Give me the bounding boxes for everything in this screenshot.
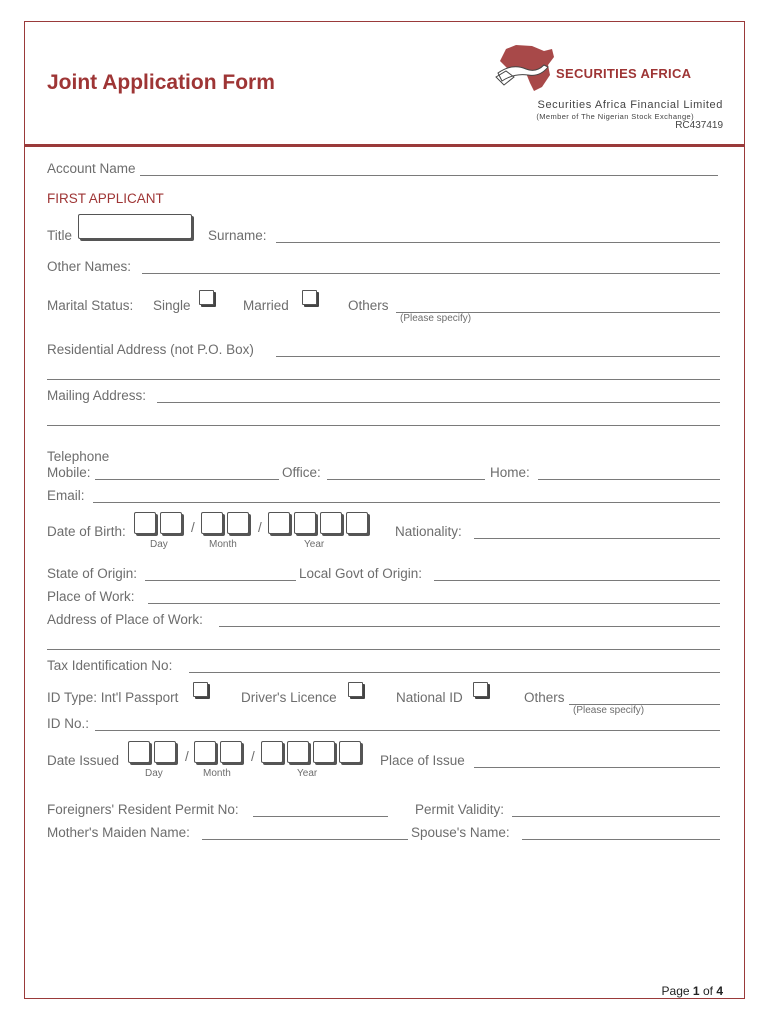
single-checkbox[interactable] [199, 290, 214, 305]
national-id-checkbox[interactable] [473, 682, 488, 697]
dob-slash-1: / [191, 520, 195, 535]
nationality-field[interactable] [474, 538, 720, 539]
issued-year-digit-4[interactable] [339, 741, 361, 763]
office-label: Office: [282, 465, 321, 480]
drivers-licence-label: Driver's Licence [241, 690, 337, 705]
office-field[interactable] [327, 479, 485, 480]
rc-number: RC437419 [675, 120, 723, 131]
residential-address-field-2[interactable] [47, 379, 720, 380]
issued-day-digit-1[interactable] [128, 741, 150, 763]
dob-year-digit-1[interactable] [268, 512, 290, 534]
dob-year-digit-3[interactable] [320, 512, 342, 534]
home-label: Home: [490, 465, 530, 480]
company-subtitle: (Member of The Nigerian Stock Exchange) [536, 112, 694, 121]
page-total: 4 [716, 984, 723, 998]
marital-please-specify: (Please specify) [400, 313, 472, 324]
id-type-label: ID Type: Int'l Passport [47, 690, 179, 705]
issued-month-caption: Month [203, 768, 231, 779]
local-govt-field[interactable] [434, 580, 720, 581]
other-names-label: Other Names: [47, 259, 132, 274]
state-of-origin-label: State of Origin: [47, 566, 138, 581]
dob-month-digit-2[interactable] [227, 512, 249, 534]
title-field[interactable] [78, 214, 192, 239]
issued-year-caption: Year [297, 768, 318, 779]
issued-month-digit-2[interactable] [220, 741, 242, 763]
place-of-work-label: Place of Work: [47, 589, 135, 604]
other-names-field[interactable] [142, 273, 720, 274]
logo-text: SECURITIES AFRICA [556, 66, 692, 81]
dob-day-digit-2[interactable] [160, 512, 182, 534]
surname-label: Surname: [208, 228, 267, 243]
id-please-specify: (Please specify) [573, 705, 645, 716]
place-of-issue-label: Place of Issue [380, 753, 465, 768]
id-no-field[interactable] [95, 730, 720, 731]
header-divider [24, 144, 745, 147]
national-id-label: National ID [396, 690, 463, 705]
maiden-name-label: Mother's Maiden Name: [47, 825, 190, 840]
account-name-field[interactable] [140, 175, 718, 176]
id-no-label: ID No.: [47, 716, 90, 731]
residential-address-label: Residential Address (not P.O. Box) [47, 342, 254, 357]
dob-day-digit-1[interactable] [134, 512, 156, 534]
dob-year-digit-4[interactable] [346, 512, 368, 534]
spouse-name-field[interactable] [522, 839, 720, 840]
married-checkbox[interactable] [302, 290, 317, 305]
nationality-label: Nationality: [395, 524, 462, 539]
title-label: Title [47, 228, 73, 243]
tax-id-field[interactable] [189, 672, 720, 673]
issued-slash-2: / [251, 749, 255, 764]
issued-day-digit-2[interactable] [154, 741, 176, 763]
dob-slash-2: / [258, 520, 262, 535]
work-address-field[interactable] [219, 626, 720, 627]
marital-status-label: Marital Status: [47, 298, 134, 313]
work-address-label: Address of Place of Work: [47, 612, 203, 627]
issued-year-digit-3[interactable] [313, 741, 335, 763]
marital-others-label: Others [348, 298, 389, 313]
drivers-licence-checkbox[interactable] [348, 682, 363, 697]
page-current: 1 [692, 984, 700, 998]
mailing-address-field-2[interactable] [47, 425, 720, 426]
passport-checkbox[interactable] [193, 682, 208, 697]
issued-month-digit-1[interactable] [194, 741, 216, 763]
page-of: of [702, 984, 713, 998]
surname-field[interactable] [276, 242, 720, 243]
issued-year-digit-1[interactable] [261, 741, 283, 763]
mobile-field[interactable] [95, 479, 279, 480]
permit-validity-label: Permit Validity: [415, 802, 505, 817]
work-address-field-2[interactable] [47, 649, 720, 650]
id-others-label: Others [524, 690, 565, 705]
place-of-work-field[interactable] [148, 603, 720, 604]
residential-address-field[interactable] [276, 356, 720, 357]
issued-year-digit-2[interactable] [287, 741, 309, 763]
page-number [662, 984, 723, 998]
married-label: Married [243, 298, 289, 313]
dob-month-digit-1[interactable] [201, 512, 223, 534]
issued-slash-1: / [185, 749, 189, 764]
mailing-address-label: Mailing Address: [47, 388, 147, 403]
resident-permit-field[interactable] [253, 816, 388, 817]
dob-month-caption: Month [209, 539, 237, 550]
mailing-address-field[interactable] [157, 402, 720, 403]
issued-day-caption: Day [145, 768, 163, 779]
page-word: Page [661, 984, 690, 998]
single-label: Single [153, 298, 191, 313]
local-govt-label: Local Govt of Origin: [299, 566, 423, 581]
email-label: Email: [47, 488, 85, 503]
dob-day-caption: Day [150, 539, 168, 550]
home-field[interactable] [538, 479, 720, 480]
maiden-name-field[interactable] [202, 839, 408, 840]
spouse-name-label: Spouse's Name: [411, 825, 510, 840]
tax-id-label: Tax Identification No: [47, 658, 173, 673]
telephone-label: Telephone [47, 449, 110, 464]
form-title: Joint Application Form [47, 71, 275, 94]
resident-permit-label: Foreigners' Resident Permit No: [47, 802, 239, 817]
date-issued-label: Date Issued [47, 753, 120, 768]
dob-label: Date of Birth: [47, 524, 126, 539]
dob-year-caption: Year [304, 539, 325, 550]
account-name-label: Account Name [47, 161, 136, 176]
section-first-applicant: FIRST APPLICANT [47, 191, 164, 206]
mobile-label: Mobile: [47, 465, 91, 480]
permit-validity-field[interactable] [512, 816, 720, 817]
place-of-issue-field[interactable] [474, 767, 720, 768]
email-field[interactable] [93, 502, 720, 503]
dob-year-digit-2[interactable] [294, 512, 316, 534]
state-of-origin-field[interactable] [145, 580, 296, 581]
company-name: Securities Africa Financial Limited [537, 99, 723, 111]
